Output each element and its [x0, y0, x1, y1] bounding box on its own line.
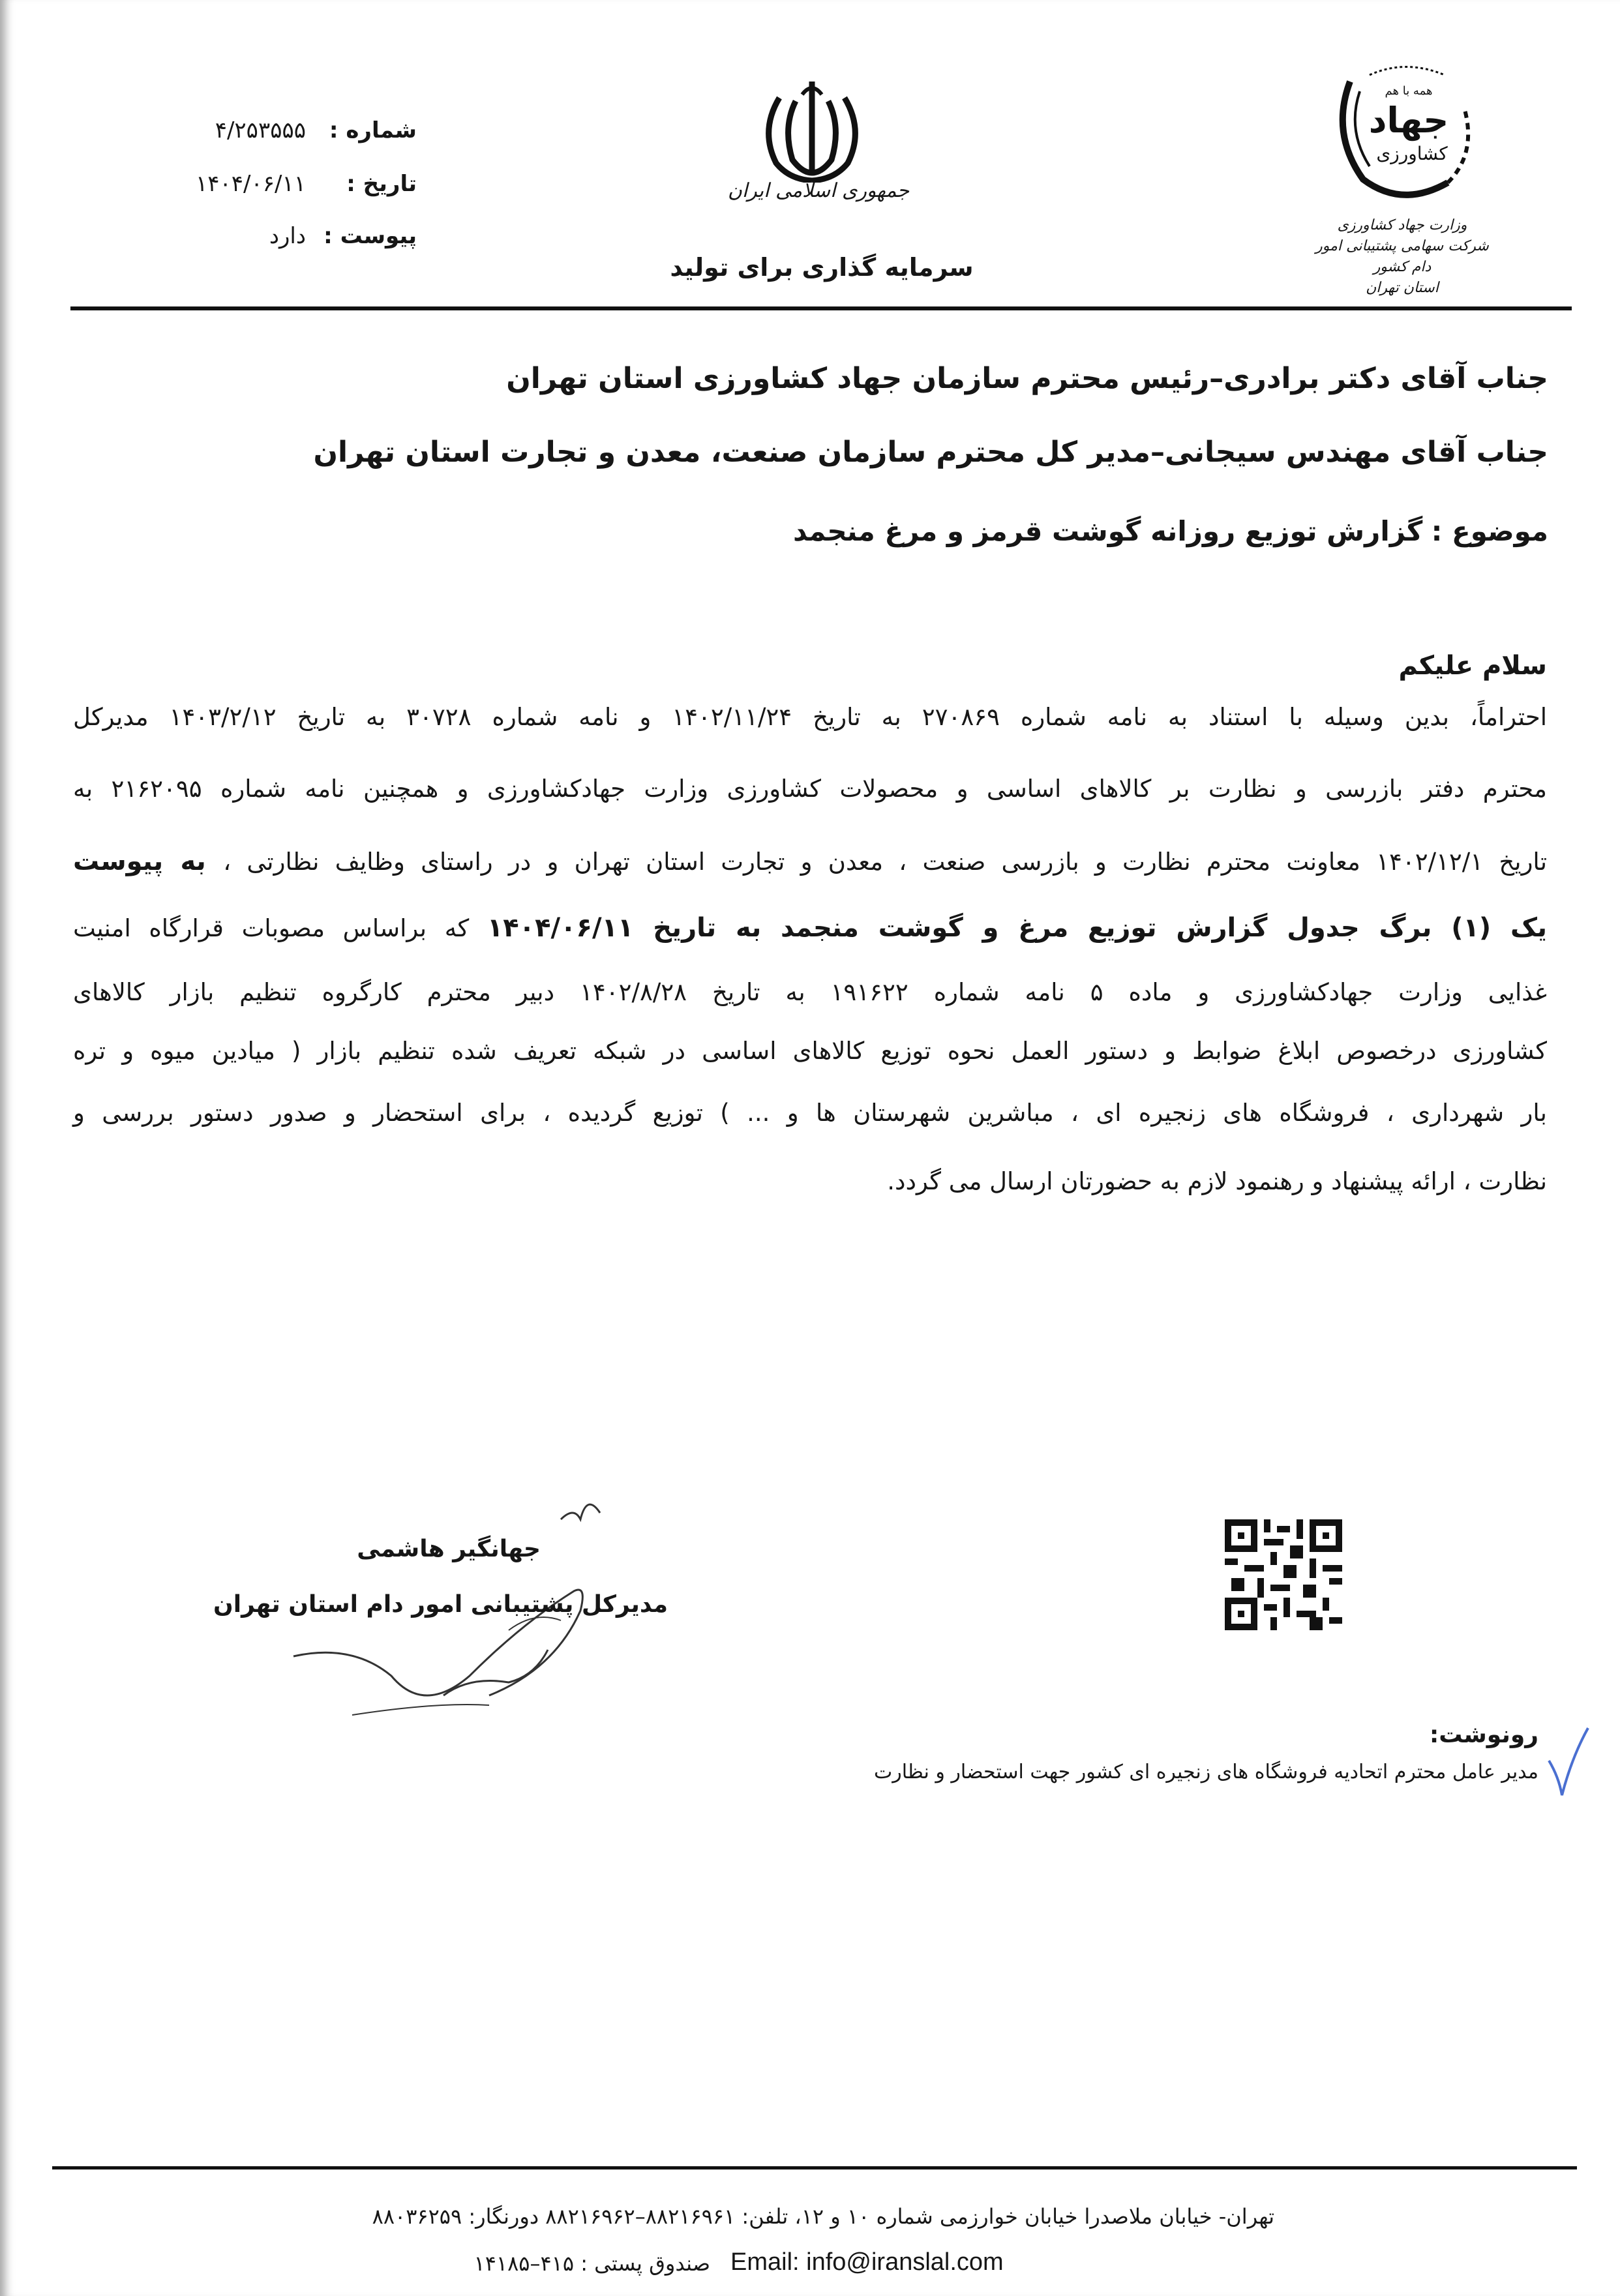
- body-line-4-bold: یک (۱) برگ جدول گزارش توزیع مرغ و گوشت منجمد به تاریخ ۱۴۰۴/۰۶/۱۱: [487, 913, 1547, 943]
- cc-item: مدیر عامل محترم اتحادیه فروشگاه های زنجیره ای کشور جهت استحضار و نظارت: [873, 1761, 1538, 1783]
- iran-emblem-icon: [757, 75, 867, 183]
- letter-date-label: تاریخ :: [346, 171, 417, 197]
- footer-email[interactable]: Email: info@iranslal.com: [730, 2248, 1004, 2276]
- footer-address: تهران- خیابان ملاصدرا خیابان خوارزمی شماره ۱۰ و ۱۲، تلفن: ۸۸۲۱۶۹۶۱–۸۸۲۱۶۹۶۲ دورنگار: ۸۸۰۳۶۲۵۹: [372, 2204, 1274, 2229]
- body-line-1: احتراماً، بدین وسیله با استناد به نامه شماره ۲۷۰۸۶۹ به تاریخ ۱۴۰۲/۱۱/۲۴ و نامه شماره ۳۰۷۲۸ به تاریخ ۱۴۰۳/۲/۱۲ مدیرکل: [73, 703, 1548, 731]
- body-line-4: [73, 913, 1547, 943]
- addressee-1: جناب آقای دکتر برادری–رئیس محترم سازمان جهاد کشاورزی استان تهران: [506, 362, 1548, 395]
- signatory-title: مدیرکل پشتیبانی امور دام استان تهران: [213, 1591, 668, 1618]
- letter-attachment: [269, 223, 417, 249]
- body-line-6: کشاورزی درخصوص ابلاغ ضوابط و دستور العمل نحوه توزیع کالاهای اساسی در شبکه تعریف شده تنظیم بازار ( میادین میوه و تره: [73, 1037, 1547, 1065]
- body-line-3-bold: به پیوست: [73, 846, 224, 876]
- subject-text: گزارش توزیع روزانه گوشت قرمز و مرغ منجمد: [792, 515, 1423, 547]
- letter-date-value: ۱۴۰۴/۰۶/۱۱: [195, 171, 306, 197]
- ministry-line-2: شرکت سهامی پشتیبانی امور دام کشور: [1315, 238, 1489, 275]
- footer-divider: [52, 2166, 1577, 2169]
- svg-text:جهاد: جهاد: [1368, 100, 1449, 141]
- body-line-3-text: تاریخ ۱۴۰۲/۱۲/۱ معاونت محترم نظارت و بازرسی صنعت ، معدن و تجارت استان تهران و در راستای وظایف نظارتی ،: [223, 848, 1548, 876]
- header-divider: [70, 306, 1572, 310]
- letter-number-value: ۴/۲۵۳۵۵۵: [215, 117, 306, 143]
- cc-title: رونوشت:: [1429, 1722, 1538, 1748]
- body-line-5: غذایی وزارت جهادکشاورزی و ماده ۵ نامه شماره ۱۹۱۶۲۲ به تاریخ ۱۴۰۲/۸/۲۸ دبیر محترم کارگروه تنظیم بازار کالاهای: [73, 978, 1547, 1006]
- footer-po-box: صندوق پستی : ۴۱۵–۱۴۱۸۵: [473, 2251, 710, 2276]
- ministry-lines: [1311, 215, 1493, 299]
- addressee-2: جناب آقای مهندس سیجانی–مدیر کل محترم سازمان صنعت، معدن و تجارت استان تهران: [313, 436, 1548, 469]
- letter-attachment-label: پیوست :: [323, 223, 417, 249]
- header-slogan: سرمایه گذاری برای تولید: [670, 253, 974, 282]
- body-line-4-text: که براساس مصوبات قرارگاه امنیت: [73, 914, 487, 942]
- svg-text:همه با هم: همه با هم: [1385, 84, 1433, 98]
- body-line-8: نظارت ، ارائه پیشنهاد و رهنمود لازم به حضورتان ارسال می گردد.: [887, 1167, 1547, 1195]
- letter-number: [215, 117, 417, 143]
- jihad-agriculture-logo-icon: [1324, 55, 1487, 205]
- ministry-line-3: استان تهران: [1366, 280, 1439, 296]
- ministry-line-1: وزارت جهاد کشاورزی: [1337, 217, 1467, 233]
- checkmark-icon: [1546, 1725, 1591, 1800]
- qr-code-icon: [1225, 1519, 1342, 1630]
- subject-line: [793, 515, 1548, 547]
- svg-text:کشاورزی: کشاورزی: [1376, 143, 1448, 164]
- body-line-3: [73, 846, 1547, 876]
- salutation: سلام علیکم: [1398, 651, 1547, 681]
- body-line-2: محترم دفتر بازرسی و نظارت بر کالاهای اساسی و محصولات کشاورزی وزارت جهادکشاورزی و همچنین نامه شماره ۲۱۶۲۰۹۵ به: [73, 775, 1547, 803]
- republic-text: جمهوری اسلامی ایران: [727, 179, 910, 202]
- letter-attachment-value: دارد: [269, 223, 306, 249]
- body-line-7: بار شهرداری ، فروشگاه های زنجیره ای ، مباشرین شهرستان ها و ... ) توزیع گردیده ، برای استحضار و صدور دستور بررسی و: [73, 1099, 1547, 1127]
- letter-date: [196, 171, 417, 197]
- signatory-name: جهانگیر هاشمی: [357, 1536, 541, 1562]
- subject-label: موضوع :: [1431, 515, 1548, 547]
- letter-number-label: شماره :: [329, 117, 417, 143]
